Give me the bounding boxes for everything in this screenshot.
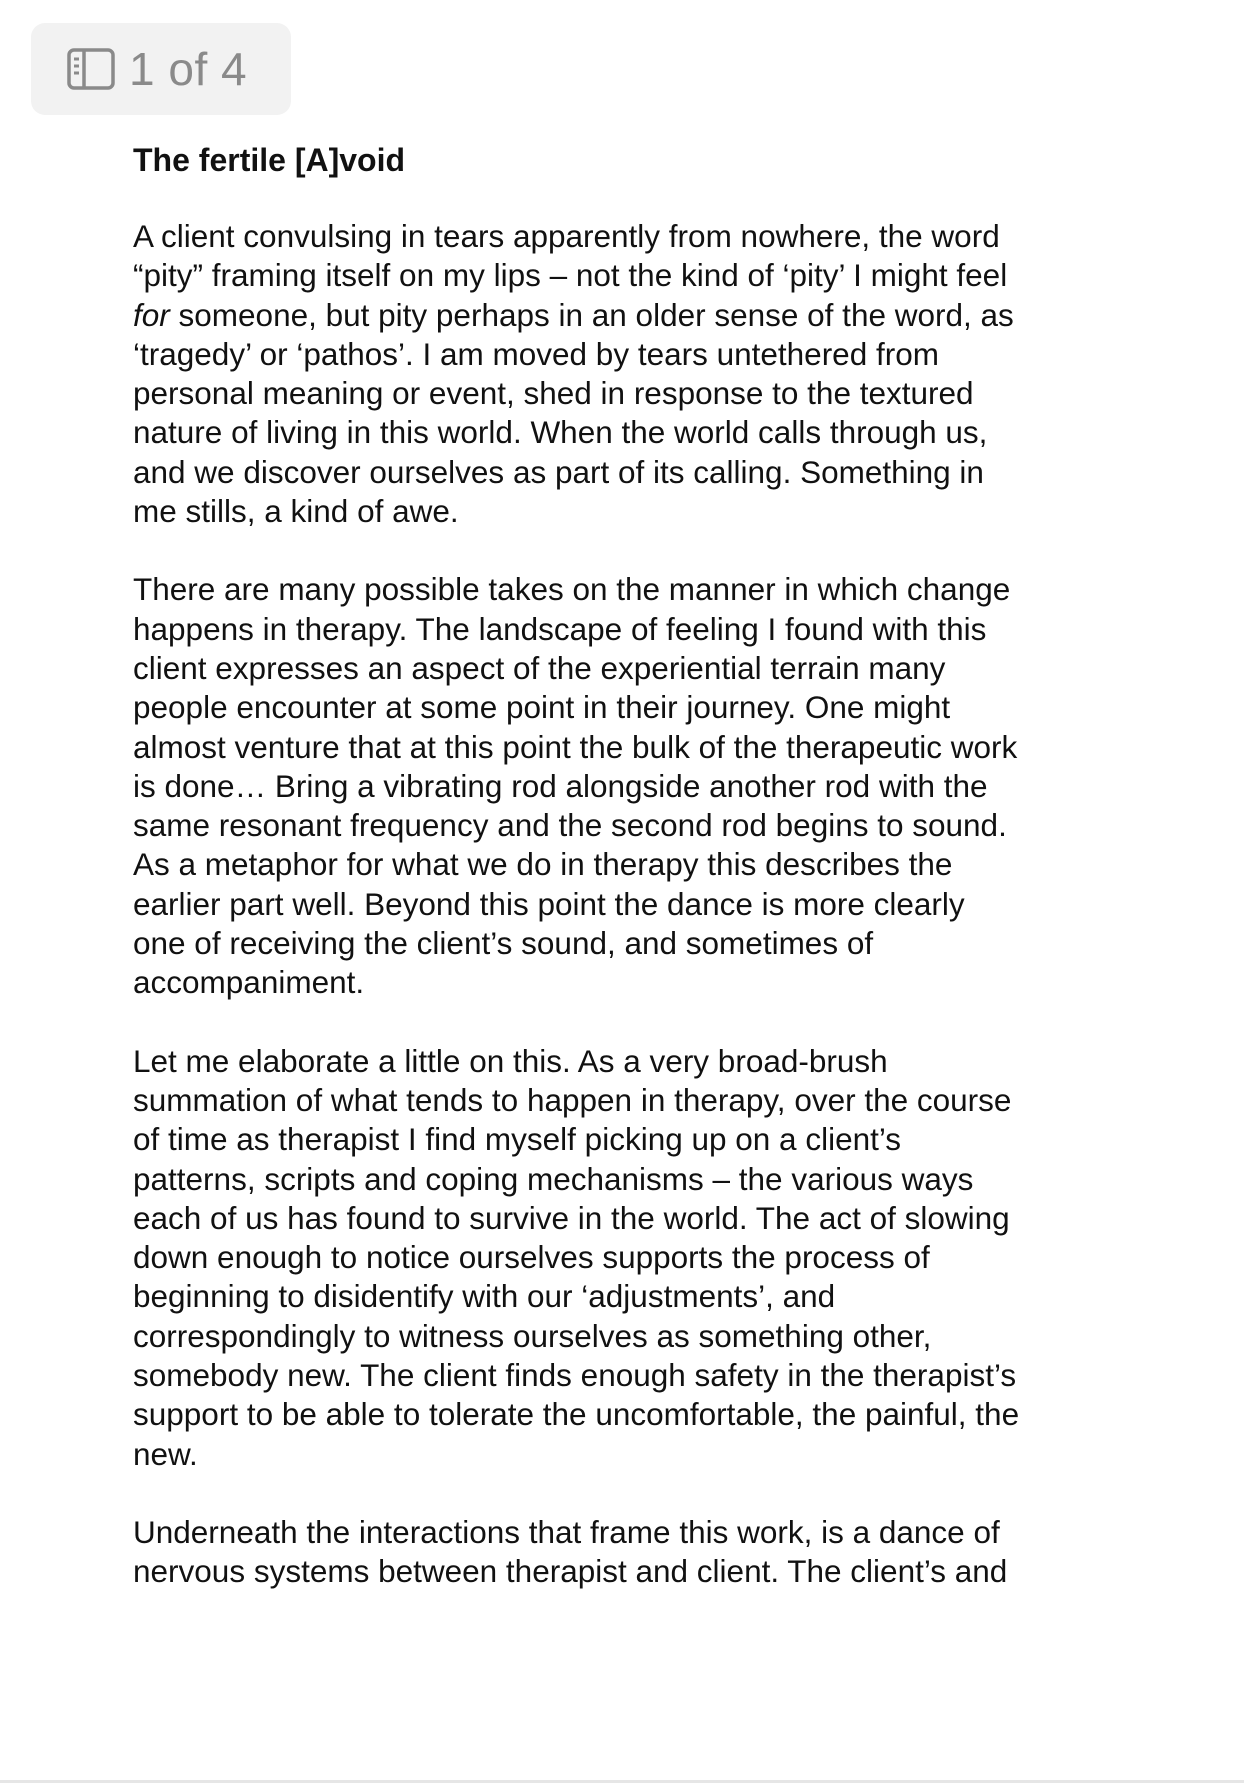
document-content — [133, 138, 1133, 1631]
paragraph-2: There are many possible takes on the manner in which change happens in therapy. The landscape of feeling I found with this client expresses an aspect of the experiential terrain many people encounter at some point in their journey. One might almost venture that at this point the bulk of the therapeutic work is done… Bring a vibrating rod alongside another rod with the same resonant frequency and the second rod begins to sound. As a metaphor for what we do in therapy this describes the earlier part well. Beyond this point the dance is more clearly one of receiving the client’s sound, and sometimes of accompaniment. — [133, 571, 1018, 1001]
paragraph-4: Underneath the interactions that frame this work, is a dance of nervous systems between therapist and client. The client’s and — [133, 1513, 1008, 1590]
page-indicator[interactable] — [31, 23, 291, 115]
paragraph-1-text-a: A client convulsing in tears apparently from nowhere, the word “pity” framing itself on my lips – not the kind of ‘pity’ I might feel — [133, 218, 1008, 294]
document-title: The fertile [A]void — [133, 142, 406, 178]
page-count-label: 1 of 4 — [129, 43, 248, 95]
sidebar-icon — [67, 48, 115, 90]
paragraph-1 — [133, 217, 1133, 531]
paragraph-1-text-b: someone, but pity perhaps in an older sense of the word, as ‘tragedy’ or ‘pathos’. I am moved by tears untethered from personal meaning or event, shed in response to the textured nature of living in this world. When the world calls through us, and we discover ourselves as part of its calling. Something in me stills, a kind of awe. — [133, 296, 1014, 530]
paragraph-1-italic: for — [133, 296, 170, 333]
paragraph-3: Let me elaborate a little on this. As a very broad-brush summation of what tends to happen in therapy, over the course of time as therapist I find myself picking up on a client’s patterns, scripts and coping mechanisms – the various ways each of us has found to survive in the world. The act of slowing down enough to notice ourselves supports the process of beginning to disidentify with our ‘adjustments’, and correspondingly to witness ourselves as something other, somebody new. The client finds enough safety in the therapist’s support to be able to tolerate the uncomfortable, the painful, the new. — [133, 1042, 1020, 1472]
